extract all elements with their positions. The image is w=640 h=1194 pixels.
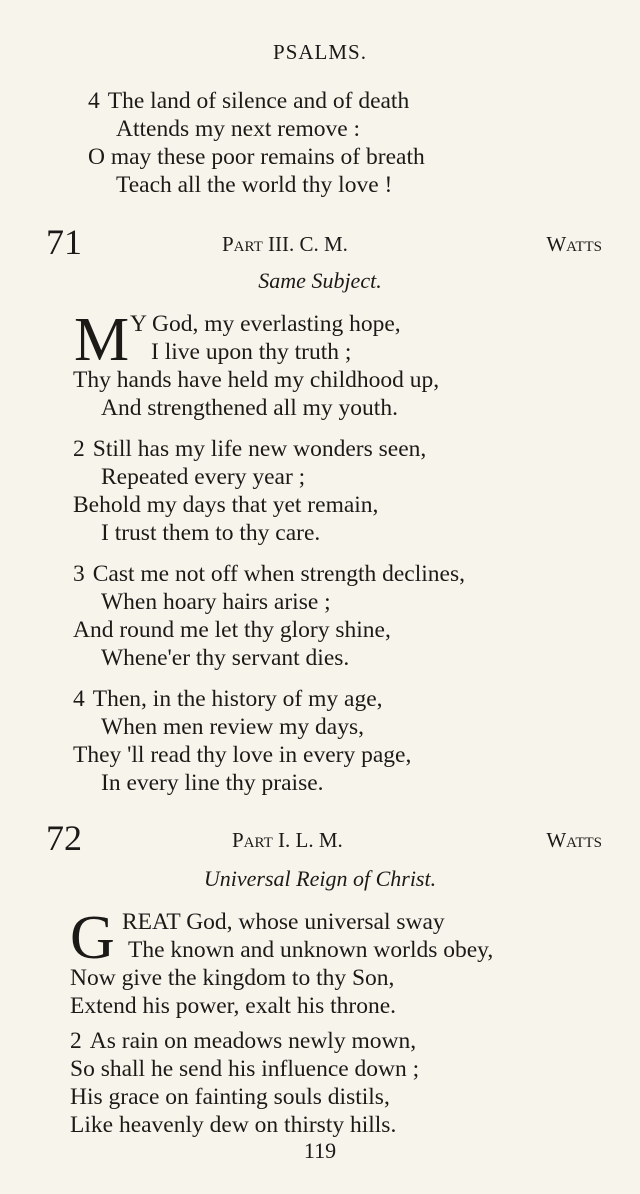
hymn-72-s2-line-2: So shall he send his influence down ; [70,1056,420,1082]
hymn-number: 72 [46,818,82,858]
hymn-71-s4-line-2: When men review my days, [101,714,364,740]
hymn-71-s3-line-4: Whene'er thy servant dies. [101,645,350,671]
hymn-71-subtitle: Same Subject. [258,268,382,293]
page-number: 119 [303,1138,337,1163]
top-stanza-line-4: Teach all the world thy love ! [116,172,393,198]
hymn-72-line-4: Extend his power, exalt his throne. [70,993,397,1019]
hymn-71-s2-line-4: I trust them to thy care. [101,520,321,546]
hymn-72-line-2: The known and unknown worlds obey, [128,937,494,963]
running-head: PSALMS. [273,40,367,64]
hymn-71-s3-line-3: And round me let thy glory shine, [73,617,391,643]
stanza-number: 4 [88,88,100,114]
top-stanza-line-1: 4 The land of silence and of death [88,88,410,114]
stanza-number: 2 [70,1028,82,1054]
hymn-71-s4-line-3: They 'll read thy love in every page, [73,742,412,768]
hymn-71-s4-line-1: 4 Then, in the history of my age, [73,686,383,712]
stanza-number: 2 [73,436,85,462]
hymn-72-s2-line-1: 2 As rain on meadows newly mown, [70,1028,417,1054]
drop-cap: G [70,904,115,972]
drop-cap: M [74,306,130,374]
hymn-72-header [0,818,640,858]
hymn-71-s2-line-3: Behold my days that yet remain, [73,492,379,518]
hymn-71-s3-line-1: 3 Cast me not off when strength declines, [73,561,465,587]
hymn-number: 71 [46,222,82,262]
hymn-71-s2-line-1: 2 Still has my life new wonders seen, [73,436,427,462]
top-stanza-line-2: Attends my next remove : [116,116,361,142]
stanza-number: 3 [73,561,85,587]
stanza-number: 4 [73,686,85,712]
hymn-71-s2-line-2: Repeated every year ; [101,464,306,490]
top-stanza-line-3: O may these poor remains of breath [88,144,425,170]
hymn-author: Watts [546,232,602,256]
hymn-71-header [0,222,640,262]
hymn-72-subtitle: Universal Reign of Christ. [203,866,437,891]
hymn-72-s2-line-4: Like heavenly dew on thirsty hills. [70,1112,397,1138]
hymn-71-line-3: Thy hands have held my childhood up, [73,367,440,393]
hymn-meter: Part I. L. M. [232,828,343,852]
hymn-71-s4-line-4: In every line thy praise. [101,770,324,796]
hymn-72-line-3: Now give the kingdom to thy Son, [70,965,395,991]
hymn-meter: Part III. C. M. [222,232,348,256]
hymn-72-s2-line-3: His grace on fainting souls distils, [70,1084,390,1110]
hymn-72-line-1: REAT God, whose universal sway [122,909,445,935]
hymn-author: Watts [546,828,602,852]
hymn-71-line-2: I live upon thy truth ; [151,339,352,365]
hymn-71-line-4: And strengthened all my youth. [101,395,398,421]
hymn-71-line-1: Y God, my everlasting hope, [130,311,401,337]
hymn-71-s3-line-2: When hoary hairs arise ; [101,589,331,615]
